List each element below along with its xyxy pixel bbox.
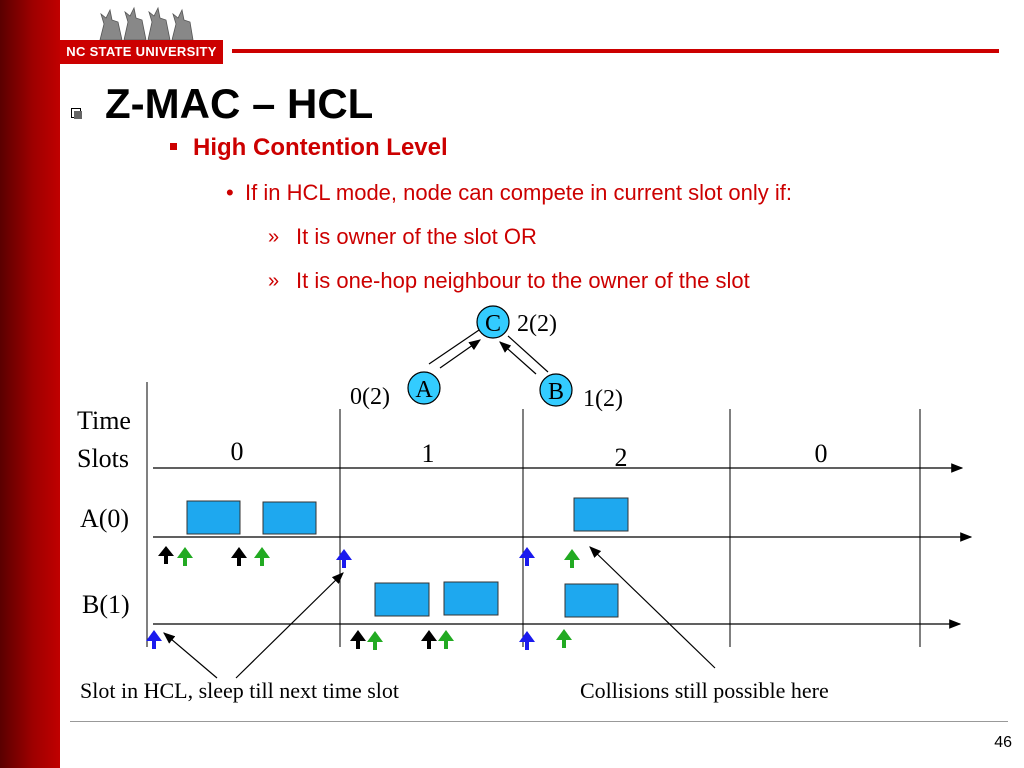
callout-sleep-text: Slot in HCL, sleep till next time slot <box>80 678 399 703</box>
callout-collisions-text: Collisions still possible here <box>580 678 829 703</box>
black-arrow-icon <box>231 547 247 566</box>
axis-label-slots: Slots <box>77 444 130 473</box>
blue-arrow-icon <box>519 631 535 650</box>
level3-text-owner: It is owner of the slot OR <box>296 224 537 249</box>
black-arrow-icon <box>158 546 174 564</box>
green-arrow-icon <box>556 629 572 648</box>
packet-block <box>263 502 316 534</box>
green-arrow-icon <box>367 631 383 650</box>
callout-pointer <box>164 633 217 678</box>
node-b-label: B <box>547 379 565 405</box>
packet-block <box>444 582 498 615</box>
edge-a-to-c <box>429 328 482 364</box>
row-label-b: B(1) <box>82 590 130 619</box>
node-c-annotation: 2(2) <box>517 311 557 337</box>
level3-bullet: » <box>268 270 280 292</box>
up-arrows <box>146 546 580 650</box>
blue-arrow-icon <box>519 547 535 566</box>
blue-arrow-icon <box>146 630 162 649</box>
node-b <box>540 374 572 406</box>
callout-pointer <box>236 573 343 678</box>
black-arrow-icon <box>421 630 437 649</box>
node-c <box>477 306 509 338</box>
green-arrow-icon <box>254 547 270 566</box>
node-a-annotation: 0(2) <box>350 384 390 410</box>
level1-text: High Contention Level <box>193 134 448 161</box>
blue-arrow-icon <box>336 549 352 568</box>
node-c-label: C <box>484 311 502 337</box>
level3-bullet: » <box>268 226 280 248</box>
slot-label-0: 0 <box>230 437 244 466</box>
black-arrow-icon <box>350 630 366 649</box>
slot-label-2: 2 <box>614 443 628 472</box>
slot-label-1: 1 <box>421 439 435 468</box>
green-arrow-icon <box>438 630 454 649</box>
packet-block <box>187 501 240 534</box>
node-a-label: A <box>415 377 433 403</box>
university-banner: NC STATE UNIVERSITY <box>60 40 223 64</box>
axis-label-time: Time <box>77 406 131 435</box>
slot-label-0-repeat: 0 <box>814 439 828 468</box>
slide-title: Z-MAC – HCL <box>105 80 374 127</box>
level2-text: If in HCL mode, node can compete in current slot only if: <box>245 180 793 205</box>
node-b-annotation: 1(2) <box>583 386 623 412</box>
node-a <box>408 372 440 404</box>
packet-block <box>574 498 628 531</box>
edge-b-to-c-arrow <box>500 342 536 374</box>
green-arrow-icon <box>177 547 193 566</box>
green-arrow-icon <box>564 549 580 568</box>
edge-a-to-c-arrow <box>440 340 480 368</box>
packet-block <box>565 584 618 617</box>
page-number: 46 <box>994 734 1012 751</box>
row-label-a: A(0) <box>80 504 130 533</box>
level2-bullet: • <box>226 180 234 205</box>
packet-block <box>375 583 429 616</box>
level3-text-neighbour: It is one-hop neighbour to the owner of the slot <box>296 268 750 293</box>
footer-divider <box>70 721 1008 722</box>
